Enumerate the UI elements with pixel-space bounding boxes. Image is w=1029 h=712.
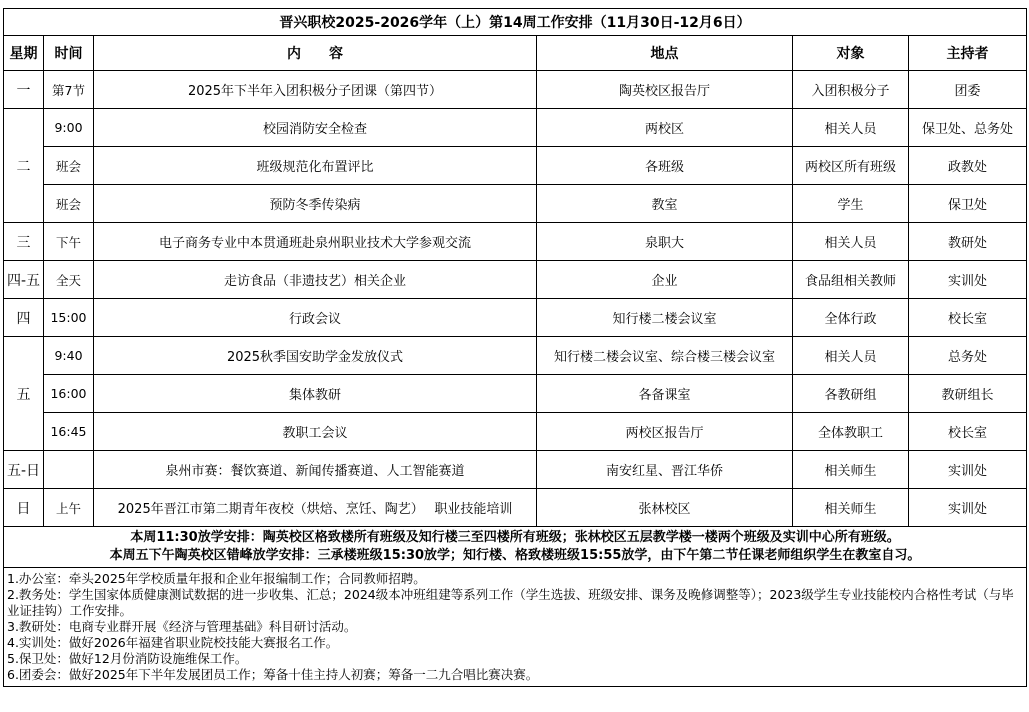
target-cell: 全体行政 [793, 299, 909, 337]
weekday-cell: 四 [4, 299, 44, 337]
target-cell: 两校区所有班级 [793, 147, 909, 185]
header-weekday: 星期 [4, 36, 44, 71]
table-row [4, 451, 1027, 489]
target-cell: 相关师生 [793, 489, 909, 527]
time-cell: 下午 [44, 223, 94, 261]
task-item: 3.教研处：电商专业群开展《经济与管理基础》科目研讨活动。 [7, 619, 357, 634]
place-cell: 企业 [537, 261, 793, 299]
place-cell: 陶英校区报告厅 [537, 71, 793, 109]
host-cell: 实训处 [909, 489, 1027, 527]
host-cell: 教研处 [909, 223, 1027, 261]
weekday-cell: 日 [4, 489, 44, 527]
time-cell: 班会 [44, 147, 94, 185]
table-row [4, 223, 1027, 261]
time-cell: 15:00 [44, 299, 94, 337]
weekday-cell: 五 [4, 337, 44, 451]
schedule-table [3, 8, 1027, 687]
table-row [4, 413, 1027, 451]
time-cell [44, 451, 94, 489]
host-cell: 政教处 [909, 147, 1027, 185]
place-cell: 两校区 [537, 109, 793, 147]
host-cell: 校长室 [909, 413, 1027, 451]
task-item: 2.教务处：学生国家体质健康测试数据的进一步收集、汇总；2024级本冲班组建等系列工作（学生选拔、班级安排、课务及晚修调整等）；2023级学生专业技能校内合格性考试（与毕业证挂钩）工作安排。 [7, 587, 1014, 618]
content-cell: 集体教研 [94, 375, 537, 413]
time-cell: 9:40 [44, 337, 94, 375]
place-cell: 泉职大 [537, 223, 793, 261]
table-row [4, 147, 1027, 185]
host-cell: 校长室 [909, 299, 1027, 337]
place-cell: 知行楼二楼会议室 [537, 299, 793, 337]
table-row [4, 299, 1027, 337]
target-cell: 各教研组 [793, 375, 909, 413]
table-row [4, 337, 1027, 375]
place-cell: 知行楼二楼会议室、综合楼三楼会议室 [537, 337, 793, 375]
page-title: 晋兴职校2025-2026学年（上）第14周工作安排（11月30日-12月6日） [4, 9, 1027, 36]
table-row [4, 185, 1027, 223]
time-cell: 16:00 [44, 375, 94, 413]
time-cell: 上午 [44, 489, 94, 527]
content-cell: 2025年下半年入团积极分子团课（第四节） [94, 71, 537, 109]
target-cell: 学生 [793, 185, 909, 223]
place-cell: 教室 [537, 185, 793, 223]
note-line-2: 本周五下午陶英校区错峰放学安排：三承楼班级15:30放学；知行楼、格致楼班级15:55放学，由下午第二节任课老师组织学生在教室自习。 [109, 548, 921, 563]
host-cell: 实训处 [909, 451, 1027, 489]
task-item: 5.保卫处：做好12月份消防设施维保工作。 [7, 651, 248, 666]
header-time: 时间 [44, 36, 94, 71]
content-cell: 2025秋季国安助学金发放仪式 [94, 337, 537, 375]
department-tasks-row [4, 568, 1027, 687]
department-tasks [4, 568, 1027, 687]
header-host: 主持者 [909, 36, 1027, 71]
content-cell: 2025年晋江市第二期青年夜校（烘焙、烹饪、陶艺） 职业技能培训 [94, 489, 537, 527]
place-cell: 各备课室 [537, 375, 793, 413]
content-cell: 泉州市赛：餐饮赛道、新闻传播赛道、人工智能赛道 [94, 451, 537, 489]
place-cell: 两校区报告厅 [537, 413, 793, 451]
content-cell: 电子商务专业中本贯通班赴泉州职业技术大学参观交流 [94, 223, 537, 261]
time-cell: 9:00 [44, 109, 94, 147]
table-row [4, 489, 1027, 527]
time-cell: 班会 [44, 185, 94, 223]
content-cell: 预防冬季传染病 [94, 185, 537, 223]
task-item: 1.办公室：牵头2025年学校质量年报和企业年报编制工作；合同教师招聘。 [7, 571, 426, 586]
host-cell: 实训处 [909, 261, 1027, 299]
host-cell: 总务处 [909, 337, 1027, 375]
place-cell: 各班级 [537, 147, 793, 185]
host-cell: 教研组长 [909, 375, 1027, 413]
task-item: 4.实训处：做好2026年福建省职业院校技能大赛报名工作。 [7, 635, 339, 650]
header-place: 地点 [537, 36, 793, 71]
time-cell: 第7节 [44, 71, 94, 109]
target-cell: 相关人员 [793, 337, 909, 375]
content-cell: 走访食品（非遗技艺）相关企业 [94, 261, 537, 299]
table-row [4, 109, 1027, 147]
weekday-cell: 二 [4, 109, 44, 223]
target-cell: 相关师生 [793, 451, 909, 489]
content-cell: 行政会议 [94, 299, 537, 337]
table-row [4, 261, 1027, 299]
content-cell: 教职工会议 [94, 413, 537, 451]
weekday-cell: 一 [4, 71, 44, 109]
host-cell: 团委 [909, 71, 1027, 109]
header-content: 内 容 [94, 36, 537, 71]
header-target: 对象 [793, 36, 909, 71]
weekday-cell: 五-日 [4, 451, 44, 489]
table-row [4, 375, 1027, 413]
weekday-cell: 三 [4, 223, 44, 261]
task-item: 6.团委会：做好2025年下半年发展团员工作；筹备十佳主持人初赛；筹备一二九合唱比赛决赛。 [7, 667, 539, 682]
target-cell: 相关人员 [793, 109, 909, 147]
time-cell: 全天 [44, 261, 94, 299]
weekday-cell: 四-五 [4, 261, 44, 299]
header-row [4, 36, 1027, 71]
dismissal-notes-row [4, 527, 1027, 568]
target-cell: 食品组相关教师 [793, 261, 909, 299]
table-row [4, 71, 1027, 109]
place-cell: 张林校区 [537, 489, 793, 527]
note-line-1: 本周11:30放学安排：陶英校区格致楼所有班级及知行楼三至四楼所有班级；张林校区五层教学楼一楼两个班级及实训中心所有班级。 [130, 530, 900, 545]
place-cell: 南安红星、晋江华侨 [537, 451, 793, 489]
time-cell: 16:45 [44, 413, 94, 451]
host-cell: 保卫处、总务处 [909, 109, 1027, 147]
content-cell: 校园消防安全检查 [94, 109, 537, 147]
content-cell: 班级规范化布置评比 [94, 147, 537, 185]
host-cell: 保卫处 [909, 185, 1027, 223]
target-cell: 入团积极分子 [793, 71, 909, 109]
dismissal-notes [4, 527, 1027, 568]
target-cell: 相关人员 [793, 223, 909, 261]
target-cell: 全体教职工 [793, 413, 909, 451]
